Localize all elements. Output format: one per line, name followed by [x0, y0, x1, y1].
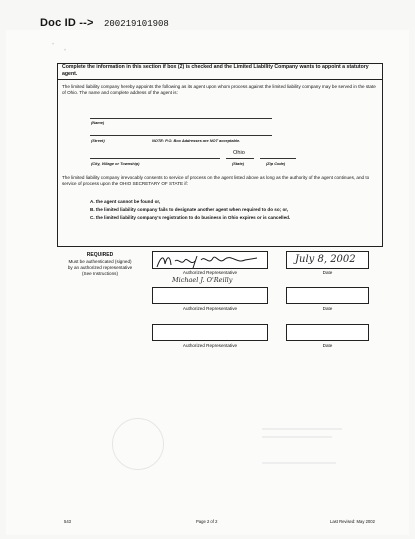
required-line-2: by an authorized representative [67, 265, 133, 270]
handwritten-signature [153, 252, 269, 270]
city-label: (City, Village or Township) [91, 161, 140, 166]
state-label: (State) [232, 161, 245, 166]
zip-line[interactable] [260, 158, 296, 159]
street-label: (Street) [91, 138, 105, 143]
doc-id-label: Doc ID --> [40, 17, 94, 29]
date-label-1: Date [322, 270, 333, 275]
faint-seal-icon [112, 418, 164, 470]
street-note: NOTE: P.O. Box Addresses are NOT acceptable. [152, 138, 241, 143]
authorized-rep-label-2: Authorized Representative [182, 306, 238, 311]
date-box-2[interactable] [286, 287, 369, 304]
zip-label: (Zip Code) [266, 161, 286, 166]
date-box-1[interactable] [286, 251, 369, 269]
signature-box-1[interactable] [152, 251, 268, 269]
bleed-mark: • [52, 42, 55, 48]
required-line-3: (See Instructions) [82, 271, 118, 276]
agent-section-heading: Complete the information in this section if box (2) is checked and the Limited Liability Company wants to appoint a statutory agent. [62, 64, 369, 77]
signature-box-2[interactable] [152, 287, 268, 304]
condition-b: B. the limited liability company fails to designate another agent when required to do so; or, [90, 207, 289, 212]
date-label-2: Date [322, 306, 333, 311]
required-title: REQUIRED [86, 252, 114, 258]
date-value-1: July 8, 2002 [295, 254, 356, 265]
authorized-rep-label-3: Authorized Representative [182, 343, 238, 348]
city-line[interactable] [90, 158, 220, 159]
signature-box-3[interactable] [152, 324, 268, 341]
bleed-mark: • [64, 48, 67, 54]
condition-a: A. the agent cannot be found or, [90, 199, 161, 204]
doc-id-value: 200219101908 [104, 19, 169, 29]
faint-bleed-line [262, 436, 332, 438]
agent-intro-text: The limited liability company hereby appoints the following as its agent upon whom process against the limited liability company may be served in the state of Ohio. The name and complete address of the agent is: [62, 84, 376, 96]
state-line[interactable] [226, 158, 254, 159]
faint-bleed-line [262, 428, 342, 430]
name-line[interactable] [90, 118, 272, 119]
authorized-rep-label-1: Authorized Representative [182, 270, 238, 275]
name-label: (Name) [91, 120, 105, 125]
date-label-3: Date [322, 343, 333, 348]
printed-name: Michael J. O'Reilly [172, 276, 233, 284]
form-code: 543 [64, 519, 71, 524]
faint-bleed-line [262, 462, 336, 464]
consent-text: The limited liability company irrevocably consents to service of process on the agent listed above as long as the authority of the agent continues, and to service of process upon the OHIO SECRETARY OF STATE if: [62, 175, 370, 187]
required-line-1: Must be authenticated (signed) [68, 259, 132, 264]
date-box-3[interactable] [286, 324, 369, 341]
condition-c: C. the limited liability company's registration to do business in Ohio expires or is cancelled. [90, 215, 291, 220]
last-revised: Last Revised: May 2002 [330, 519, 375, 524]
street-line[interactable] [90, 135, 272, 136]
state-value: Ohio [233, 150, 245, 156]
page-number: Page 2 of 2 [196, 519, 218, 524]
